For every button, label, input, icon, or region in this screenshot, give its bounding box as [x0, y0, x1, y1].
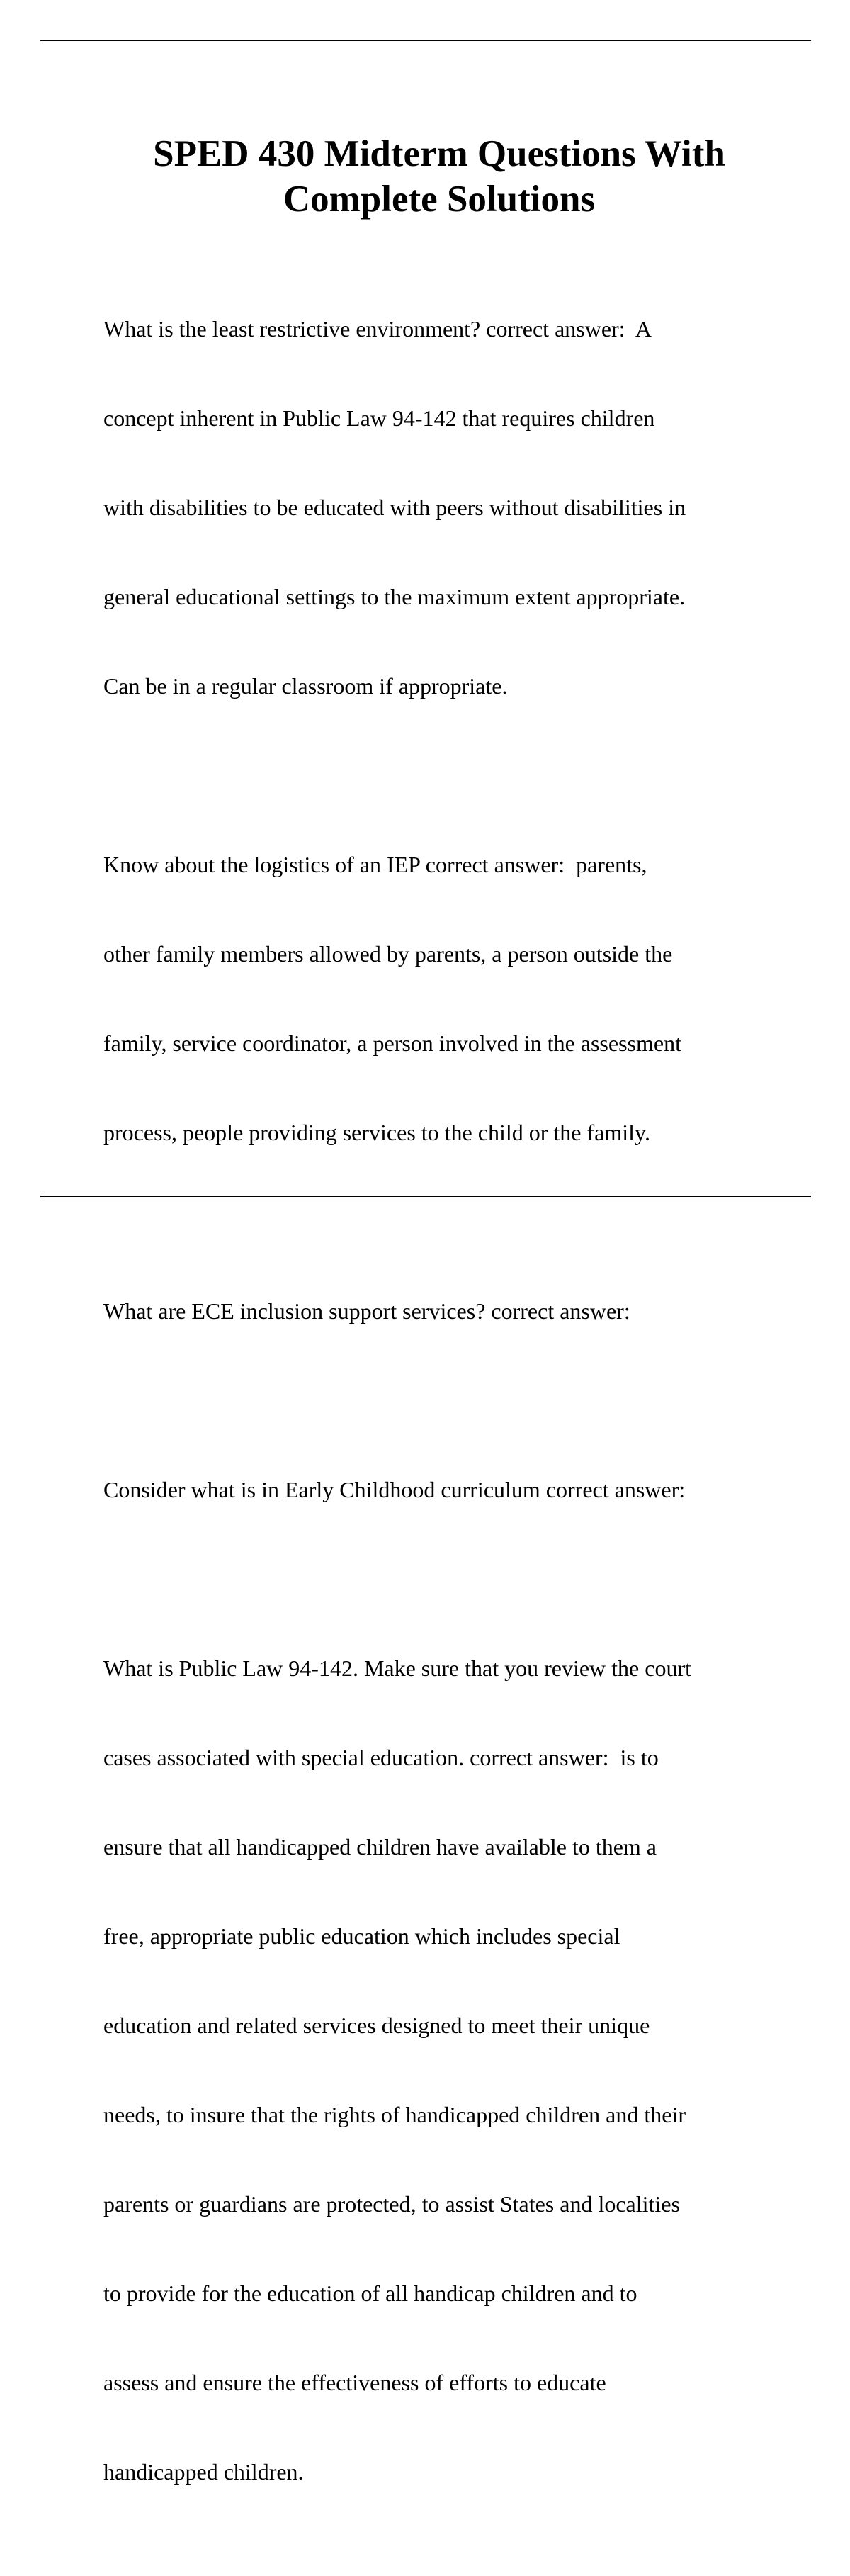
qa-line: concept inherent in Public Law 94-142 that requires children: [103, 405, 655, 431]
qa-list: [103, 254, 812, 2576]
qa-line: parents or guardians are protected, to assist States and localities: [103, 2191, 680, 2217]
qa-line: cases associated with special education. correct answer: is to: [103, 1745, 659, 1770]
qa-line: Know about the logistics of an IEP correct answer: parents,: [103, 852, 647, 877]
qa-item: [103, 790, 812, 1207]
qa-line: Consider what is in Early Childhood curriculum correct answer:: [103, 1477, 686, 1502]
qa-line: to provide for the education of all handicap children and to: [103, 2280, 638, 2306]
qa-line: ensure that all handicapped children have available to them a: [103, 1834, 657, 1860]
qa-line: other family members allowed by parents, a person outside the: [103, 941, 673, 967]
title-line: SPED 430 Midterm Questions With: [153, 133, 725, 174]
qa-line: What are ECE inclusion support services? correct answer:: [103, 1298, 630, 1324]
qa-line: general educational settings to the maximum extent appropriate.: [103, 584, 686, 609]
qa-line: assess and ensure the effectiveness of efforts to educate: [103, 2370, 606, 2395]
title-line: Complete Solutions: [283, 179, 596, 220]
qa-line: free, appropriate public education which includes special: [103, 1923, 620, 1949]
bottom-divider: [40, 1196, 811, 1197]
qa-line: What is the least restrictive environment? correct answer: A: [103, 316, 652, 342]
qa-line: process, people providing services to the child or the family.: [103, 1120, 650, 1145]
qa-line: handicapped children.: [103, 2459, 304, 2485]
qa-item: [103, 1237, 812, 1385]
qa-item: [103, 1594, 812, 2546]
qa-item: [103, 1415, 812, 1564]
qa-line: education and related services designed to meet their unique: [103, 2013, 650, 2038]
qa-line: family, service coordinator, a person involved in the assessment: [103, 1030, 681, 1056]
qa-item: [103, 254, 812, 760]
top-divider: [40, 40, 811, 41]
qa-line: What is Public Law 94-142. Make sure that you review the court: [103, 1655, 691, 1681]
qa-line: with disabilities to be educated with peers without disabilities in: [103, 495, 686, 520]
page-title: [71, 131, 808, 222]
qa-line: Can be in a regular classroom if appropriate.: [103, 673, 508, 699]
qa-line: needs, to insure that the rights of handicapped children and their: [103, 2102, 686, 2127]
